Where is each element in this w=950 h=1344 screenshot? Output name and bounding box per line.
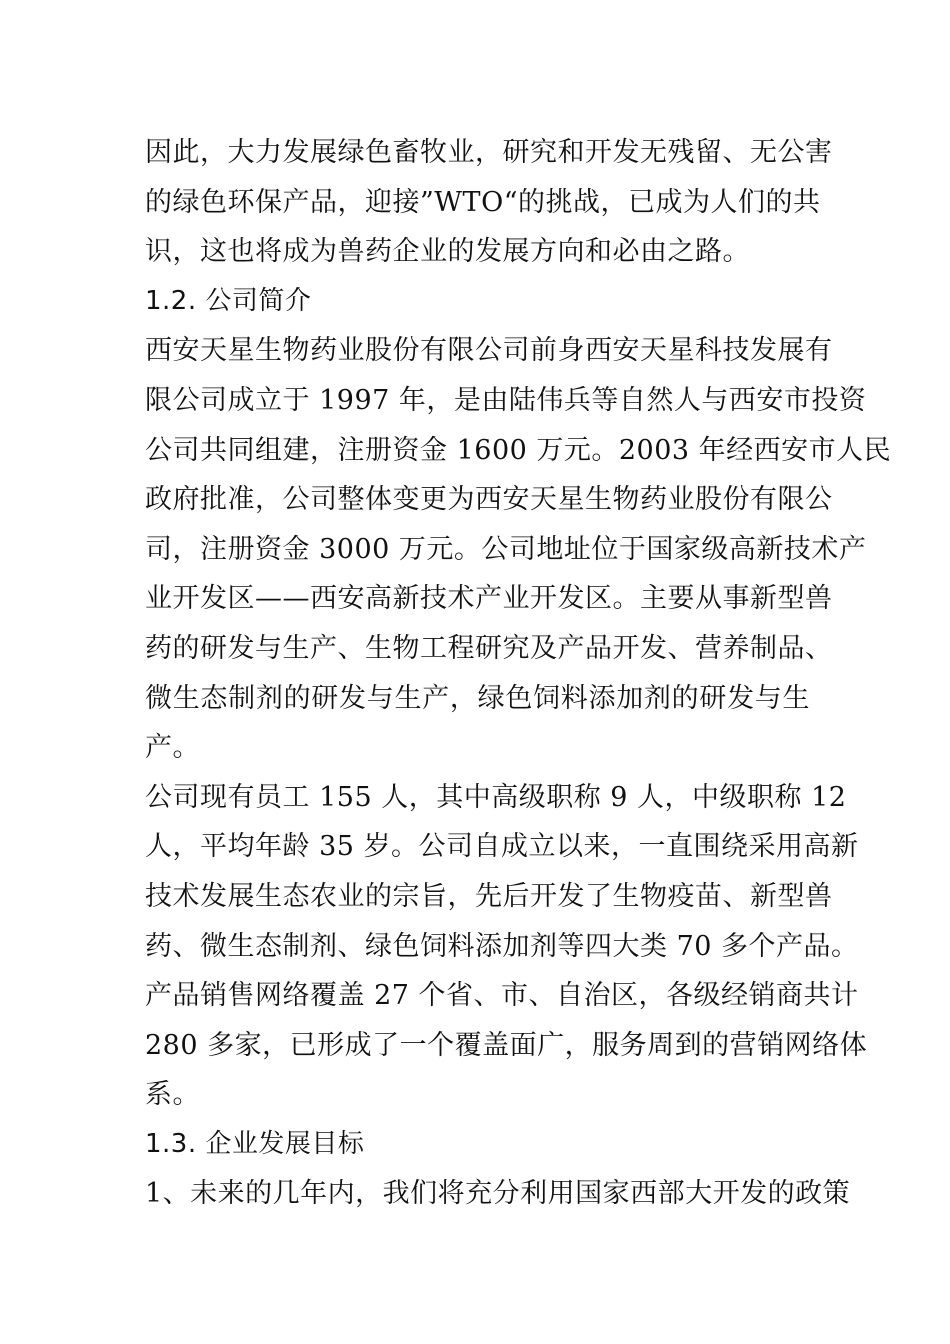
paragraph-line: 限公司成立于 1997 年，是由陆伟兵等自然人与西安市投资 bbox=[145, 384, 867, 416]
paragraph-line: 产品销售网络覆盖 27 个省、市、自治区，各级经销商共计 bbox=[145, 980, 859, 1012]
paragraph-line: 政府批准，公司整体变更为西安天星生物药业股份有限公 bbox=[145, 484, 833, 516]
paragraph-line: 西安天星生物药业股份有限公司前身西安天星科技发展有 bbox=[145, 335, 833, 367]
section-heading-company-profile: 1.2. 公司简介 bbox=[145, 285, 312, 316]
paragraph-line: 业开发区——西安高新技术产业开发区。主要从事新型兽 bbox=[145, 583, 833, 615]
paragraph-line: 微生态制剂的研发与生产，绿色饲料添加剂的研发与生 bbox=[145, 682, 810, 714]
paragraph-line: 公司共同组建，注册资金 1600 万元。2003 年经西安市人民 bbox=[145, 434, 892, 466]
paragraph-line: 药、微生态制剂、绿色饲料添加剂等四大类 70 多个产品。 bbox=[145, 930, 859, 962]
paragraph-line: 的绿色环保产品，迎接”WTO“的挑战，已成为人们的共 bbox=[145, 186, 821, 218]
paragraph-line: 280 多家，已形成了一个覆盖面广，服务周到的营销网络体 bbox=[145, 1029, 868, 1061]
paragraph-line: 人，平均年龄 35 岁。公司自成立以来，一直围绕采用高新 bbox=[145, 831, 859, 863]
paragraph-line: 系。 bbox=[145, 1079, 200, 1111]
section-heading-development-goals: 1.3. 企业发展目标 bbox=[145, 1128, 365, 1159]
body-text bbox=[145, 128, 892, 1219]
paragraph-line: 因此，大力发展绿色畜牧业，研究和开发无残留、无公害 bbox=[145, 137, 833, 168]
paragraph-line: 技术发展生态农业的宗旨，先后开发了生物疫苗、新型兽 bbox=[145, 880, 833, 912]
paragraph-line: 药的研发与生产、生物工程研究及产品开发、营养制品、 bbox=[145, 632, 833, 664]
paragraph-line: 公司现有员工 155 人，其中高级职称 9 人，中级职称 12 bbox=[145, 781, 847, 813]
paragraph-line: 产。 bbox=[145, 732, 200, 764]
paragraph-line: 司，注册资金 3000 万元。公司地址位于国家级高新技术产 bbox=[145, 533, 867, 565]
paragraph-line: 1、未来的几年内，我们将充分利用国家西部大开发的政策 bbox=[145, 1178, 851, 1210]
paragraph-line: 识，这也将成为兽药企业的发展方向和必由之路。 bbox=[145, 236, 750, 268]
